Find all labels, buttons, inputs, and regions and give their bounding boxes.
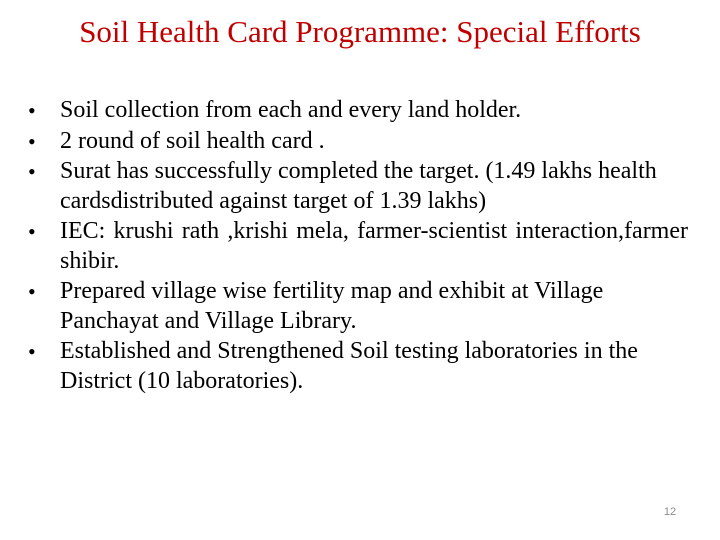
bullet-text: IEC: krushi rath ,krishi mela, farmer-scientist interaction,farmer shibir. [60,218,688,274]
bullet-item-iec [28,217,688,276]
bullet-icon: • [28,159,36,184]
bullet-icon: • [28,279,36,304]
bullet-item-fertility-map [28,277,688,336]
bullet-list [28,96,688,397]
bullet-icon: • [28,98,36,123]
bullet-item-surat-target [28,157,688,216]
page-number: 12 [663,506,677,518]
bullet-item-soil-collection [28,96,688,126]
bullet-icon: • [28,219,36,244]
bullet-icon: • [28,128,36,154]
bullet-icon: • [28,339,36,364]
slide-title: Soil Health Card Programme: Special Efforts [79,14,641,49]
bullet-item-soil-labs [28,337,688,396]
bullet-text: Surat has successfully completed the target. (1.49 lakhs health cardsdistributed against target of 1.39 lakhs) [60,158,657,214]
bullet-item-round [28,127,688,157]
bullet-text: 2 round of soil health card . [60,127,325,154]
bullet-text: Prepared village wise fertility map and exhibit at Village Panchayat and Village Library. [60,278,604,334]
bullet-text: Soil collection from each and every land holder. [60,97,522,123]
bullet-text: Established and Strengthened Soil testing laboratories in the District (10 laboratories). [60,338,638,394]
